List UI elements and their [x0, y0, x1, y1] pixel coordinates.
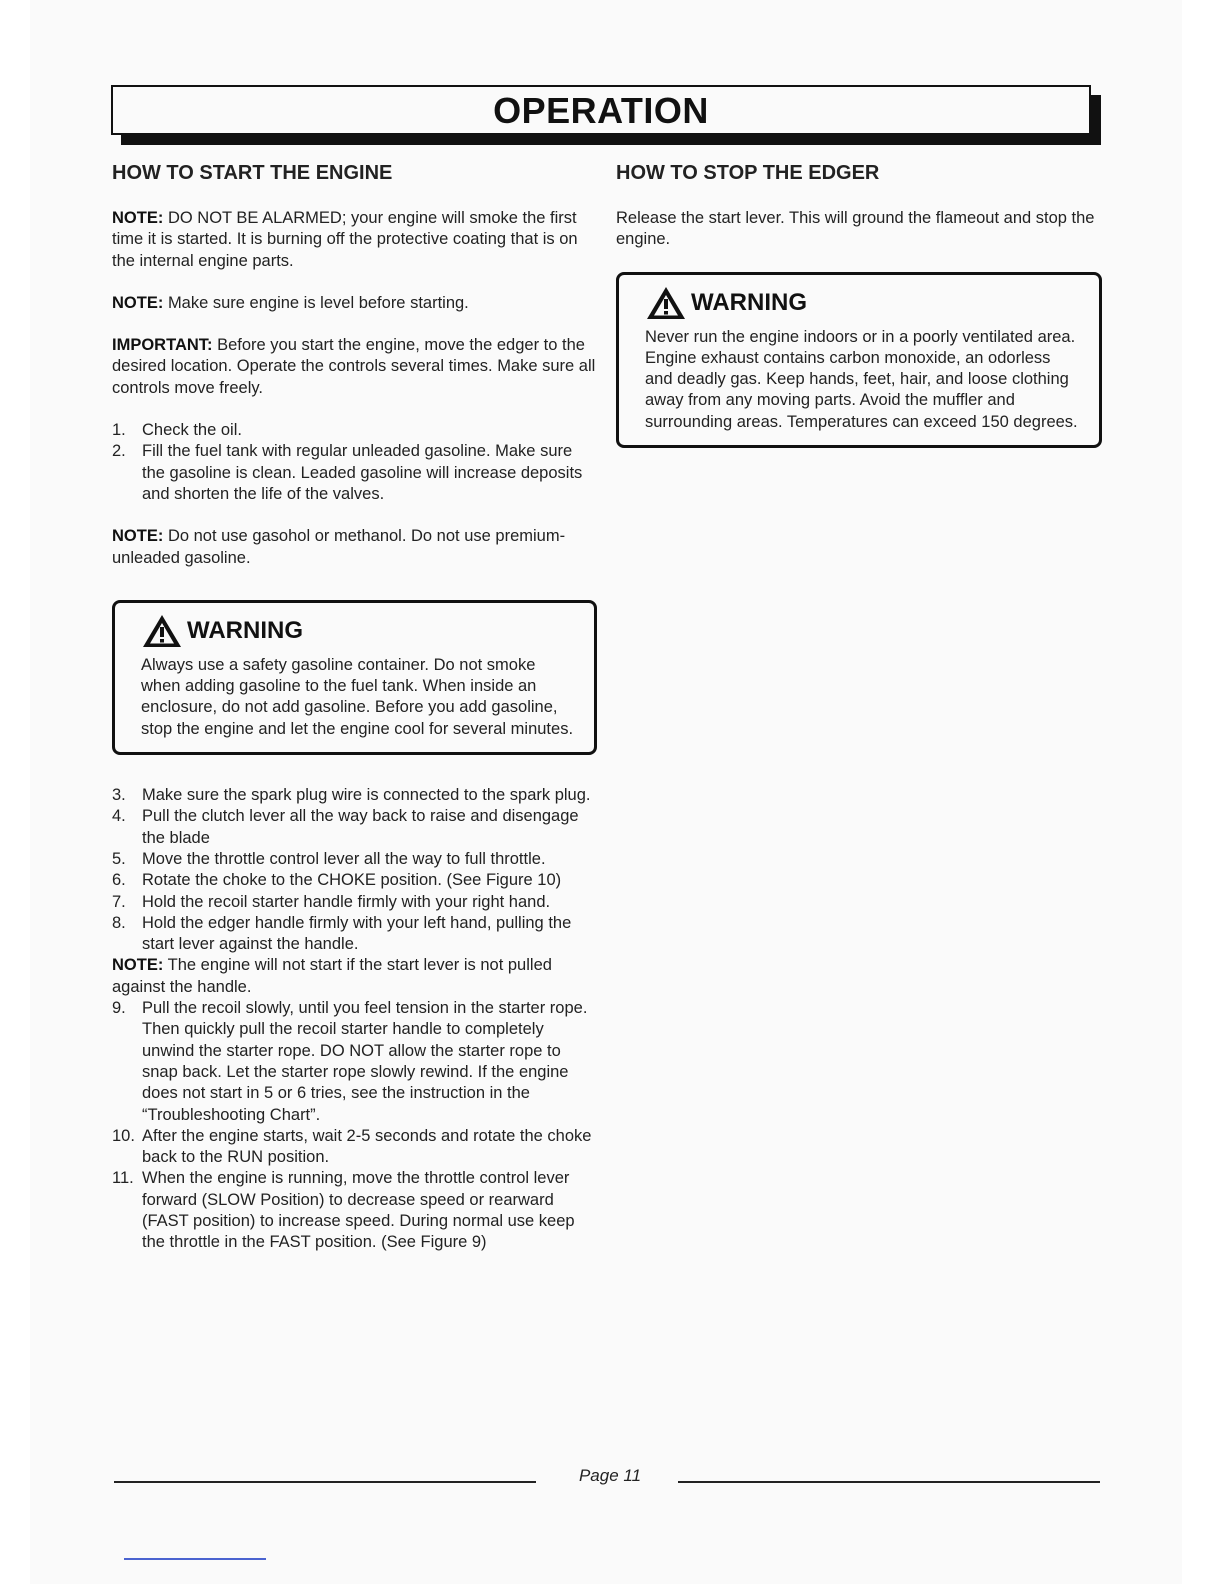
step-number: 11. — [112, 1169, 134, 1188]
step-text: Fill the fuel tank with regular unleaded gasoline. Make sure the gasoline is clean. Leaded gasoline will increase deposits and shorten the life of the valves. — [142, 442, 583, 503]
list-item — [112, 870, 597, 891]
step-number: 9. — [112, 999, 126, 1018]
step-text: When the engine is running, move the throttle control lever forward (SLOW Position) to decrease speed or rearward (FAST position) to increase speed. During normal use keep the throttle in the FAST position. (See Figure 9) — [142, 1169, 575, 1252]
start-engine-heading: HOW TO START THE ENGINE — [112, 162, 393, 184]
footer-rule-right — [678, 1481, 1100, 1483]
list-item — [112, 849, 597, 870]
step-number: 1. — [112, 421, 126, 440]
list-item — [112, 420, 597, 441]
warning-text: Always use a safety gasoline container. Do not smoke when adding gasoline to the fuel tank. When inside an enclosure, do not add gasoline. Before you add gasoline, stop the engine and let the engine cool for several minutes. — [141, 655, 574, 738]
list-item — [112, 441, 597, 505]
list-item — [112, 913, 597, 956]
steps-list-b — [112, 785, 597, 955]
list-item — [112, 998, 597, 1126]
important-text: Before you start the engine, move the edger to the desired location. Operate the controls several times. Make sure all controls move freely. — [112, 336, 596, 397]
list-item — [112, 1168, 597, 1253]
note-label: NOTE: — [112, 956, 164, 975]
page-number: Page 11 — [578, 1466, 642, 1485]
section-title: OPERATION — [493, 90, 709, 131]
steps-list-a — [112, 420, 597, 505]
step-number: 7. — [112, 892, 126, 911]
note-gasohol — [112, 526, 597, 569]
link-underline — [124, 1558, 266, 1560]
note-smoke — [112, 208, 597, 272]
note-label: NOTE: — [112, 209, 164, 227]
step-text: Hold the recoil starter handle firmly with your right hand. — [142, 892, 551, 911]
important-label: IMPORTANT: — [112, 336, 213, 355]
note-start-lever — [112, 955, 597, 998]
step-text: Pull the clutch lever all the way back to raise and disengage the blade — [142, 807, 579, 847]
list-item — [112, 892, 597, 913]
warning-title: WARNING — [691, 288, 807, 316]
list-item — [112, 785, 597, 806]
step-text: Hold the edger handle firmly with your left hand, pulling the start lever against the handle. — [142, 913, 572, 954]
step-number: 4. — [112, 807, 126, 826]
step-text: After the engine starts, wait 2-5 seconds and rotate the choke back to the RUN position. — [142, 1126, 592, 1167]
note-text: The engine will not start if the start lever is not pulled against the handle. — [112, 956, 552, 996]
step-text: Move the throttle control lever all the way to full throttle. — [142, 849, 546, 868]
note-text: Do not use gasohol or methanol. Do not use premium-unleaded gasoline. — [112, 527, 566, 567]
step-number: 5. — [112, 849, 126, 868]
step-number: 6. — [112, 871, 126, 890]
warning-header — [645, 285, 1079, 321]
step-number: 8. — [112, 913, 126, 932]
step-text: Check the oil. — [142, 421, 242, 440]
warning-triangle-icon — [141, 613, 183, 649]
step-text: Pull the recoil slowly, until you feel tension in the starter rope. Then quickly pull the recoil starter handle to completely unwind the starter rope. DO NOT allow the starter rope to snap back. Let the starter rope slowly rewind. If the engine does not start in 5 or 6 tries, see the instruction in the “Troubleshooting Chart”. — [142, 999, 588, 1124]
left-column — [112, 160, 597, 1275]
important-note — [112, 335, 597, 399]
step-number: 10. — [112, 1126, 135, 1145]
steps-list-c — [112, 998, 597, 1254]
warning-box-gasoline — [112, 600, 597, 755]
step-number: 3. — [112, 786, 126, 805]
note-label: NOTE: — [112, 527, 164, 546]
note-label: NOTE: — [112, 293, 164, 312]
step-text: Make sure the spark plug wire is connected to the spark plug. — [142, 786, 591, 805]
warning-triangle-icon — [645, 285, 687, 321]
warning-header — [141, 613, 574, 649]
step-number: 2. — [112, 442, 126, 461]
warning-title: WARNING — [187, 616, 303, 644]
list-item — [112, 1126, 597, 1169]
warning-text: Never run the engine indoors or in a poorly ventilated area. Engine exhaust contains carbon monoxide, an odorless and deadly gas. Keep hands, feet, hair, and loose clothing away from any moving parts. Avoid the muffler and surrounding areas. Temperatures can exceed 150 degrees. — [645, 327, 1078, 431]
list-item — [112, 806, 597, 849]
warning-box-exhaust — [616, 272, 1102, 448]
note-text: Make sure engine is level before starting. — [167, 293, 469, 312]
note-level — [112, 293, 597, 314]
stop-instructions: Release the start lever. This will ground the flameout and stop the engine. — [616, 209, 1095, 249]
note-text: DO NOT BE ALARMED; your engine will smoke the first time it is started. It is burning off the protective coating that is on the internal engine parts. — [112, 209, 578, 270]
stop-edger-heading: HOW TO STOP THE EDGER — [616, 162, 880, 184]
right-column — [616, 160, 1102, 448]
step-text: Rotate the choke to the CHOKE position. (See Figure 10) — [142, 871, 562, 890]
footer-rule-left — [114, 1481, 536, 1483]
section-title-banner — [111, 85, 1091, 135]
